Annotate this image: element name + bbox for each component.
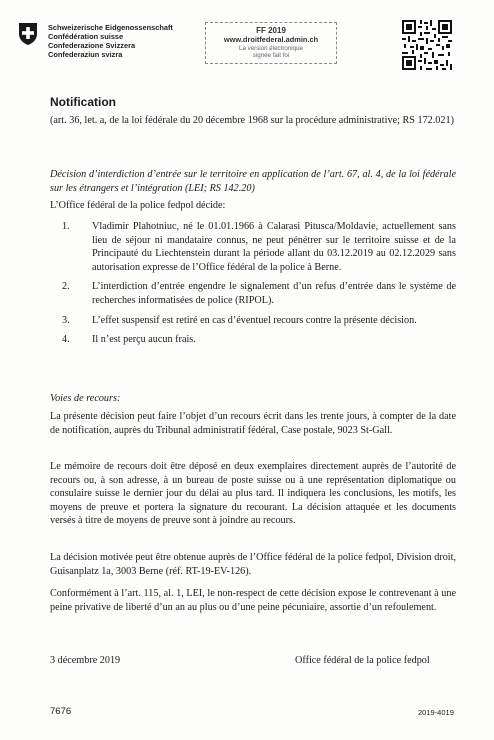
appeal-paragraph-2: Le mémoire de recours doit être déposé en deux exemplaires directement auprès de l’autorité de recours ou, à son adresse, à un bureau de poste suisse ou à une représentation diplomatique ou consulaire suisse le dernier jour du délai au plus tard. Il indiquera les conclusions, les motifs, les moyens de preuve et portera la signature du recourant. La décision attaquée et les documents versés à titre de moyens de preuve sont à joindre au recours. [50, 461, 456, 527]
decision-item [50, 333, 456, 347]
page-number: 7676 [50, 706, 72, 717]
appeal-paragraph-1: La présente décision peut faire l’objet d’un recours écrit dans les trente jours, à compter de la date de notification, auprès du Tribunal administratif fédéral, Case postale, 9023 St-Gall. [50, 411, 456, 436]
item-text: Il n’est perçu aucun frais. [92, 334, 196, 346]
appeal-paragraph-4: Conformément à l’art. 115, al. 1, LEI, le non-respect de cette décision expose le contrevenant à une peine privative de liberté d’un an au plus ou d’une peine pécuniaire, assortie d’un refoulement. [50, 588, 456, 613]
stamp-url[interactable]: www.droitfederal.admin.ch [223, 35, 319, 44]
item-number: 4. [62, 334, 70, 346]
publication-stamp [205, 22, 337, 64]
appeal-heading: Voies de recours: [50, 393, 121, 404]
item-number: 1. [62, 221, 70, 232]
stamp-note-2: signée fait foi [252, 52, 290, 59]
agency-line-it: Confederazione Svizzera [48, 41, 136, 50]
appeal-paragraph-3: La décision motivée peut être obtenue auprès de l’Office fédéral de la police fedpol, Division droit, Guisanplatz 1a, 3003 Berne (réf. RT-19-EV-126). [50, 552, 456, 577]
decides-line: L’Office fédéral de la police fedpol décide: [50, 200, 226, 211]
item-number: 2. [62, 281, 70, 293]
qr-code-icon [402, 20, 452, 70]
stamp-code: FF 2019 [256, 26, 286, 35]
agency-line-de: Schweizerische Eidgenossenschaft [48, 23, 173, 32]
swiss-coat-of-arms-icon [18, 22, 38, 46]
notification-title: Notification [50, 95, 116, 109]
document-reference: 2019-4019 [418, 708, 454, 717]
decision-items-list [50, 220, 456, 347]
decision-item [50, 314, 456, 328]
legal-basis-intro: (art. 36, let. a, de la loi fédérale du 20 décembre 1968 sur la procédure administrative; RS 172.021) [50, 115, 454, 126]
decision-heading: Décision d’interdiction d’entrée sur le territoire en application de l’art. 67, al. 4, de la loi fédérale sur les étrangers et l’intégration (LEI; RS 142.20) [50, 169, 456, 194]
agency-line-rm: Confederaziun svizra [48, 50, 123, 59]
item-number: 3. [62, 314, 70, 326]
stamp-note-1: La version électronique [239, 45, 303, 52]
item-text: L’effet suspensif est retiré en cas d’éventuel recours contre la présente décision. [92, 314, 417, 326]
signatory: Office fédéral de la police fedpol [295, 655, 430, 666]
item-text: L’interdiction d’entrée engendre le signalement d’un refus d’entrée dans le système de recherches informatisées de police (RIPOL). [92, 281, 456, 306]
decision-item [50, 220, 456, 274]
decision-item [50, 280, 456, 307]
agency-name-block [48, 23, 173, 59]
decision-date: 3 décembre 2019 [50, 655, 121, 666]
agency-line-fr: Confédération suisse [48, 32, 124, 41]
item-text: Vladimir Plahotniuc, né le 01.01.1966 à Calarasi Pitusca/Moldavie, actuellement sans lieu de séjour ni mandataire connus, ne peut pénétrer sur le territoire suisse et de la Principauté du Liechtenstein durant la période allant du 03.12.2019 au 02.12.2029 sans autorisation expresse de l’Office fédéral de la police à Berne. [92, 221, 456, 273]
